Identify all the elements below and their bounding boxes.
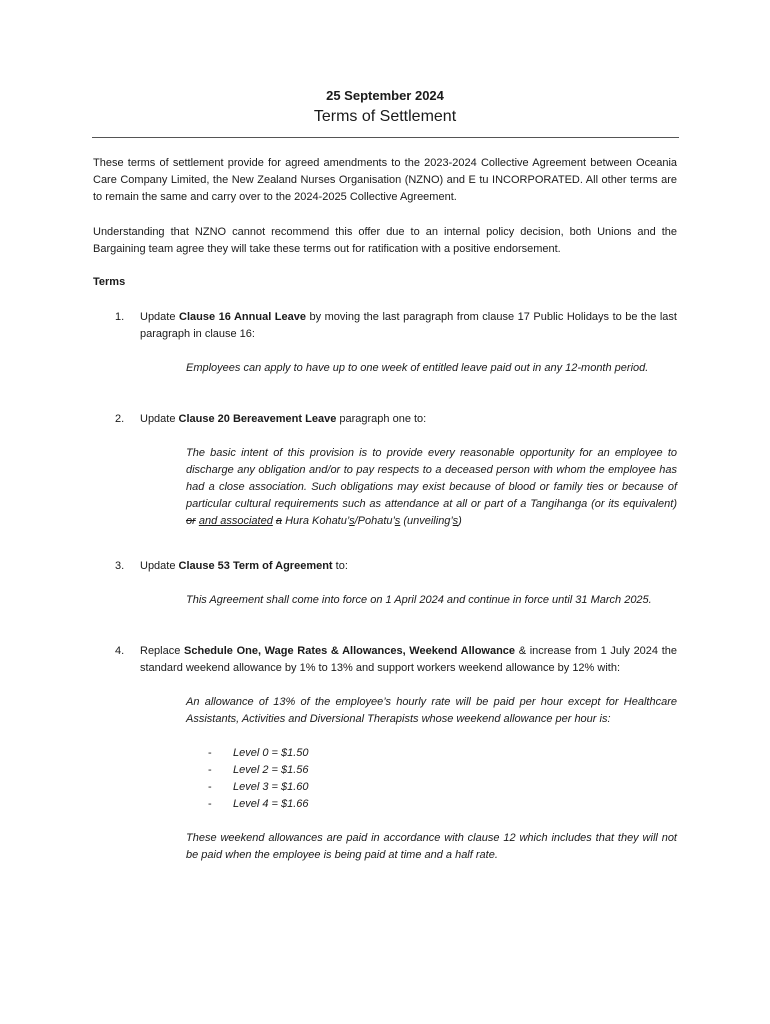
item-text — [140, 411, 677, 428]
quote-tail: ) — [458, 515, 462, 527]
inserted-text: and associated — [198, 515, 273, 527]
item-number: 2. — [115, 413, 125, 425]
clause-name: Clause 16 Annual Leave — [179, 311, 306, 323]
clause-quote: Employees can apply to have up to one week of entitled leave paid out in any 12-month period. — [186, 362, 649, 374]
level-value: Level 2 = $1.56 — [233, 764, 309, 776]
item-verb: Update — [140, 560, 176, 572]
struck-text: or — [186, 515, 196, 527]
item-verb: Replace — [140, 645, 181, 657]
title-divider — [92, 137, 679, 138]
term-item-4 — [93, 643, 677, 677]
level-value: Level 0 = $1.50 — [233, 747, 309, 759]
list-dash: - — [208, 781, 212, 793]
item-text — [140, 558, 677, 575]
item-number: 4. — [115, 645, 125, 657]
term-item-3 — [93, 558, 677, 575]
clause-quote: This Agreement shall come into force on 1 April 2024 and continue in force until 31 March 2025. — [186, 594, 652, 606]
inserted-text: s — [349, 515, 355, 527]
item-number: 3. — [115, 560, 125, 572]
list-dash: - — [208, 764, 212, 776]
understanding-paragraph: Understanding that NZNO cannot recommend this offer due to an internal policy decision, both Unions and the Bargaining team agree they will take these terms out for ratification with a positive endorsement. — [93, 226, 677, 255]
clause-name: Schedule One, Wage Rates & Allowances, Weekend Allowance — [184, 645, 516, 657]
clause-quote: An allowance of 13% of the employee’s hourly rate will be paid per hour except for Healthcare Assistants, Activities and Diversional Therapists whose weekend allowance per hour is: — [186, 696, 677, 725]
intro-paragraph: These terms of settlement provide for agreed amendments to the 2023-2024 Collective Agreement between Oceania Care Company Limited, the New Zealand Nurses Organisation (NZNO) and E tu INCORPORATED. All other terms are to remain the same and carry over to the 2024-2025 Collective Agreement. — [93, 157, 677, 203]
clause-name: Clause 53 Term of Agreement — [178, 560, 333, 572]
item-rest: by moving the last paragraph from clause 17 Public Holidays to be the last paragraph in clause 16: — [140, 311, 677, 340]
item-verb: Update — [140, 413, 176, 425]
list-dash: - — [208, 747, 212, 759]
document-date: 25 September 2024 — [326, 88, 444, 103]
inserted-text: s — [394, 515, 401, 527]
quote-tail: (unveiling’ — [403, 515, 453, 527]
item-rest: to: — [335, 560, 348, 572]
clause-name: Clause 20 Bereavement Leave — [178, 413, 337, 425]
closing-quote: These weekend allowances are paid in accordance with clause 12 which includes that they will not be paid when the employee is being paid at time and a half rate. — [186, 832, 677, 861]
item-text — [140, 643, 677, 677]
quote-tail: /Pohatu’ — [354, 515, 395, 527]
document-title: Terms of Settlement — [313, 108, 457, 125]
level-value: Level 3 = $1.60 — [233, 781, 309, 793]
item-number: 1. — [115, 311, 125, 323]
terms-heading: Terms — [93, 276, 126, 288]
item-rest: & increase from 1 July 2024 the standard weekend allowance by 1% to 13% and support workers weekend allowance by 12% with: — [140, 645, 677, 674]
struck-text: a — [275, 515, 283, 527]
quote-main: The basic intent of this provision is to provide every reasonable opportunity for an employee to discharge any obligation and/or to pay respects to a deceased person with whom the employee has had a close association. Such obligations may exist because of blood or family ties or because of particular cultural requirements such as attendance at all or part of a Tangihanga (or its equivalent) — [186, 447, 677, 510]
inserted-text: s — [452, 515, 459, 527]
item-text — [140, 309, 677, 343]
list-dash: - — [208, 798, 212, 810]
level-value: Level 4 = $1.66 — [233, 798, 309, 810]
term-item-1 — [93, 309, 677, 343]
term-item-2 — [93, 411, 677, 428]
item-rest: paragraph one to: — [339, 413, 427, 425]
clause-quote — [186, 445, 677, 530]
item-verb: Update — [140, 311, 176, 323]
quote-tail: Hura Kohatu’ — [285, 515, 350, 527]
